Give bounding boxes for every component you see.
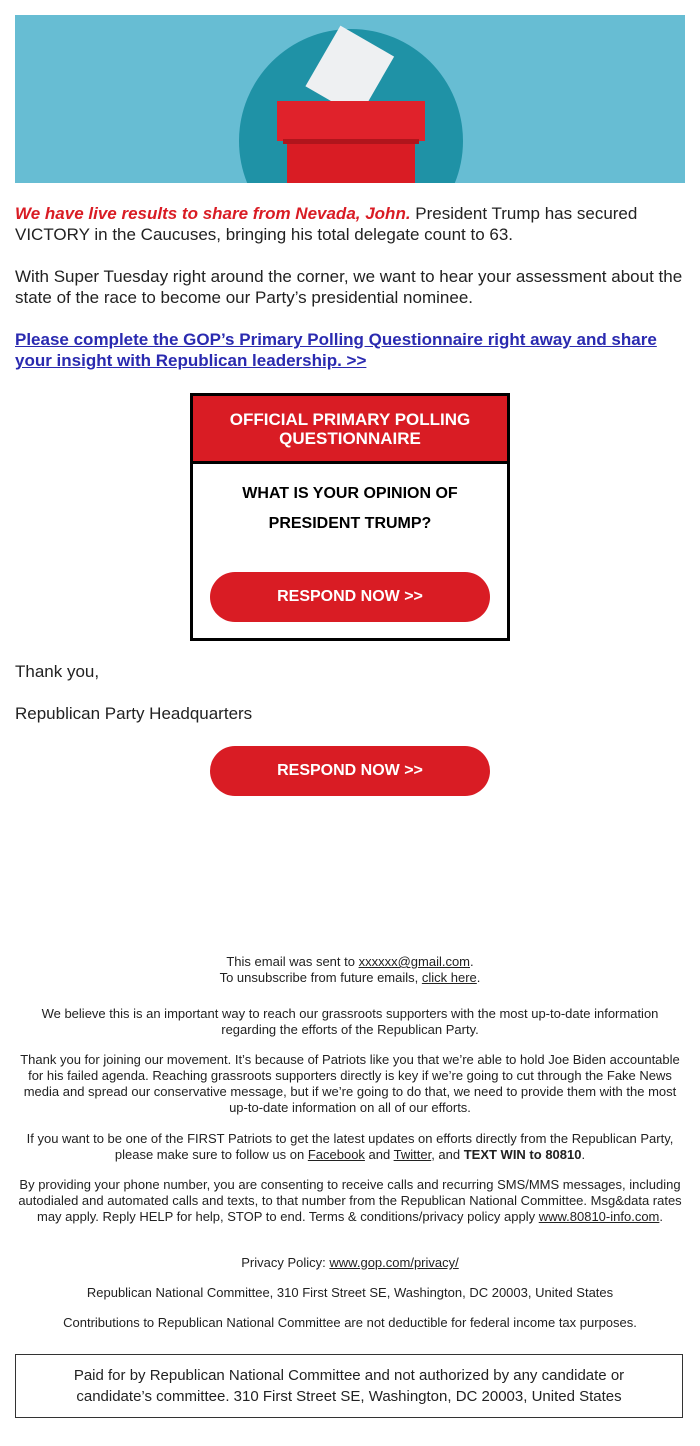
unsubscribe-link[interactable]: click here <box>421 970 477 985</box>
sent-to-period: . <box>470 954 474 969</box>
ballot-box-illustration <box>15 15 685 183</box>
footer-follow <box>15 1131 685 1163</box>
sms-info-link[interactable]: www.80810-info.com <box>538 1209 660 1224</box>
super-tuesday-paragraph: With Super Tuesday right around the corner, we want to hear your assessment about the state of the race to become our Party’s presidential nominee. <box>15 267 683 307</box>
unsubscribe-label: To unsubscribe from future emails, <box>219 970 422 985</box>
questionnaire-question: WHAT IS YOUR OPINION OF PRESIDENT TRUMP? <box>242 485 458 532</box>
footer-sent-to <box>15 954 685 986</box>
privacy-label: Privacy Policy: <box>241 1255 330 1270</box>
questionnaire-box <box>190 393 510 641</box>
respond-now-button-box[interactable]: RESPOND NOW >> <box>210 572 490 622</box>
intro-lead: We have live results to share from Nevada, John. <box>15 204 411 223</box>
footer-sms-consent <box>15 1177 685 1225</box>
sms-period: . <box>659 1209 663 1224</box>
follow-text: If you want to be one of the FIRST Patriots to get the latest updates on efforts directly from the Republican Party, please make sure to follow us on <box>26 1131 674 1162</box>
signoff-thanks: Thank you, <box>15 662 100 681</box>
sms-consent-text: By providing your phone number, you are consenting to receive calls and recurring SMS/MMS messages, including autodialed and automated calls and texts, to that number from the Republican National Committee. Msg&data rates may apply. Reply HELP for help, STOP to end. Terms & conditions/privacy policy apply <box>18 1177 682 1224</box>
paid-for-disclaimer: Paid for by Republican National Committee and not authorized by any candidate or candidate’s committee. 310 First Street SE, Washington, DC 20003, United States <box>15 1354 683 1418</box>
follow-and: and <box>364 1147 394 1162</box>
hero-banner <box>15 15 685 183</box>
footer-privacy <box>15 1255 685 1271</box>
sent-to-label: This email was sent to <box>226 954 359 969</box>
footer-tax-notice: Contributions to Republican National Committee are not deductible for federal income tax purposes. <box>63 1315 637 1330</box>
footer-grassroots: We believe this is an important way to reach our grassroots supporters with the most up-to-date information regarding the efforts of the Republican Party. <box>41 1006 659 1037</box>
cta-paragraph <box>15 329 685 371</box>
text-win-callout: TEXT WIN to 80810 <box>463 1147 582 1162</box>
facebook-link[interactable]: Facebook <box>307 1147 365 1162</box>
respond-now-button[interactable]: RESPOND NOW >> <box>210 746 490 796</box>
intro-rest: President Trump has secured VICTORY in the Caucuses, bringing his total delegate count to 63. <box>15 204 638 244</box>
recipient-email-link[interactable]: xxxxxx@gmail.com <box>358 954 471 969</box>
intro-paragraph <box>15 203 685 245</box>
privacy-link[interactable]: www.gop.com/privacy/ <box>329 1255 459 1270</box>
twitter-link[interactable]: Twitter <box>393 1147 432 1162</box>
follow-period: . <box>581 1147 586 1162</box>
footer-movement: Thank you for joining our movement. It’s because of Patriots like you that we’re able to hold Joe Biden accountable for his failed agenda. Reaching grassroots supporters directly is key if we’re going to cut through the Fake News media and spread our conservative message, but if we’re going to do that, we need to provide them with the most up-to-date information on all of our efforts. <box>20 1052 680 1115</box>
footer-address: Republican National Committee, 310 First Street SE, Washington, DC 20003, United States <box>86 1285 614 1300</box>
questionnaire-header: OFFICIAL PRIMARY POLLING QUESTIONNAIRE <box>193 396 507 464</box>
questionnaire-link[interactable]: Please complete the GOP’s Primary Polling Questionnaire right away and share your insight with Republican leadership. >> <box>15 330 657 370</box>
signoff-from: Republican Party Headquarters <box>15 704 253 723</box>
follow-comma: , and <box>431 1147 464 1162</box>
unsubscribe-period: . <box>476 970 481 985</box>
